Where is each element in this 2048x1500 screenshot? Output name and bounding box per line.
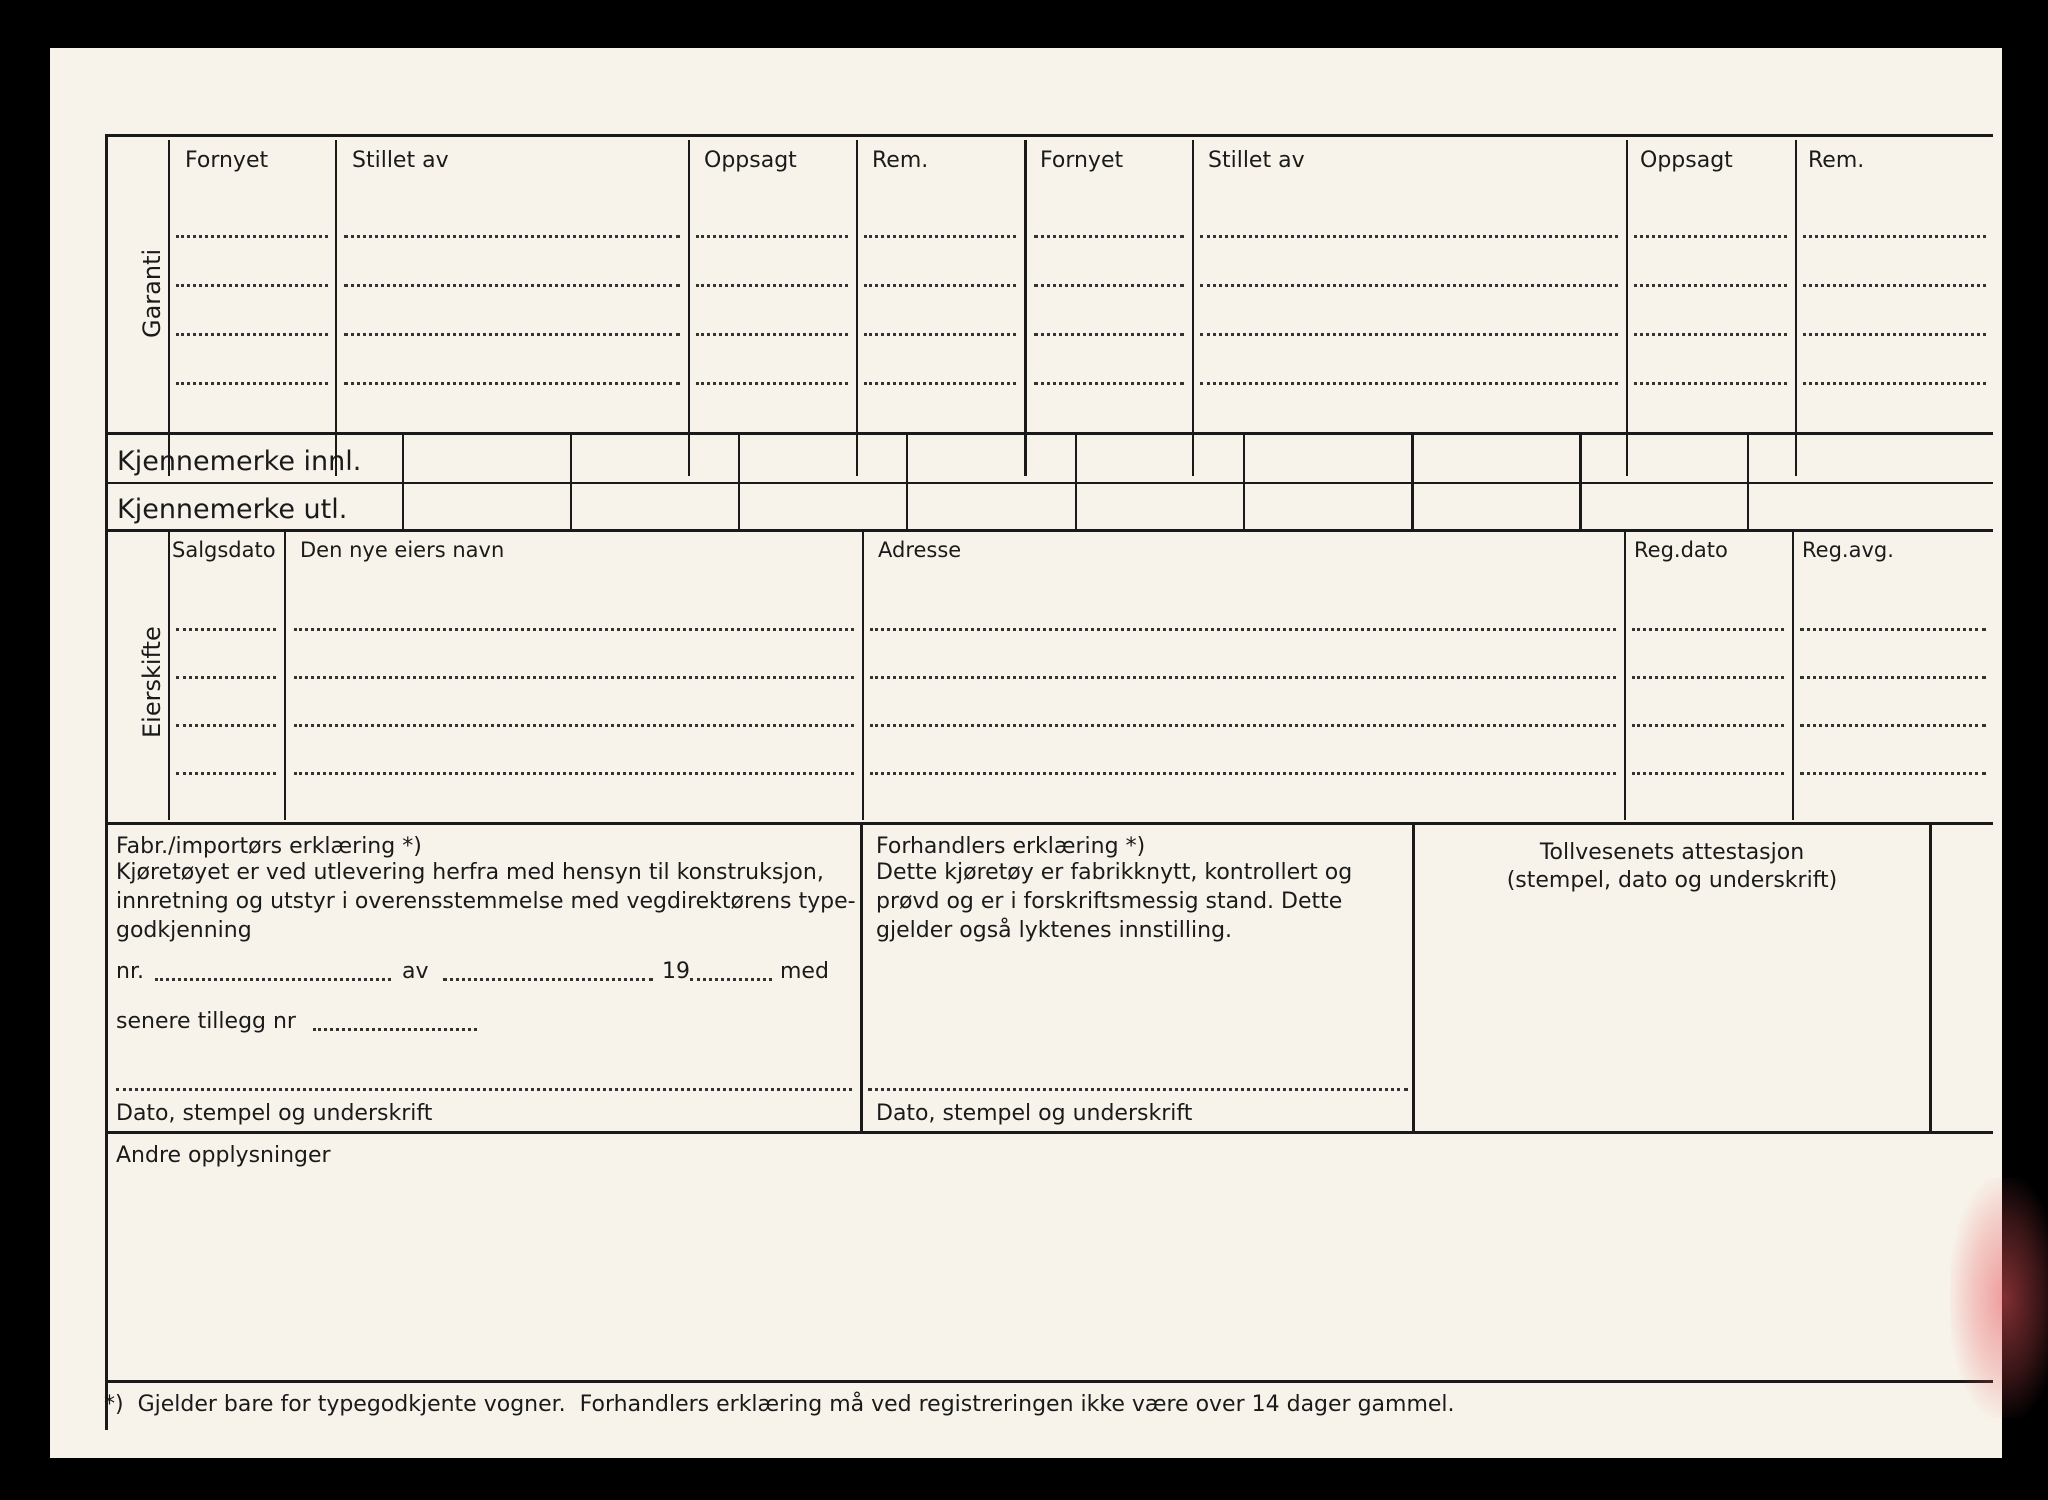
- forhandler-title: Forhandlers erklæring *): [876, 834, 1146, 859]
- declarations-bottom-rule: [105, 1131, 1993, 1134]
- kjennemerke-innl-label: Kjennemerke innl.: [117, 446, 362, 477]
- garanti-header-stillet-av-2: Stillet av: [1208, 148, 1305, 173]
- fabr-av-label: av: [402, 959, 429, 984]
- eierskifte-header-reg-dato: Reg.dato: [1634, 538, 1728, 562]
- registration-card: [50, 48, 2002, 1458]
- eierskifte-header-reg-avg: Reg.avg.: [1802, 538, 1894, 562]
- toll-title: Tollvesenets attestasjon: [1539, 840, 1805, 865]
- eierskifte-side-label: Eierskifte: [138, 626, 166, 738]
- declarations-divider-1: [860, 825, 863, 1131]
- garanti-header-oppsagt: Oppsagt: [704, 148, 797, 173]
- garanti-header-stillet-av: Stillet av: [352, 148, 449, 173]
- left-border: [105, 134, 108, 1430]
- fabr-footer: Dato, stempel og underskrift: [116, 1101, 433, 1126]
- toll-subtitle: (stempel, dato og underskrift): [1506, 868, 1838, 893]
- garanti-header-oppsagt-2: Oppsagt: [1640, 148, 1733, 173]
- fabr-title: Fabr./importørs erklæring *): [116, 834, 422, 859]
- garanti-col-divider: [335, 140, 337, 476]
- eierskifte-header-salgsdato: Salgsdato: [172, 538, 276, 562]
- fabr-signature-line[interactable]: [116, 1088, 852, 1091]
- forhandler-signature-line[interactable]: [868, 1088, 1408, 1091]
- kjennemerke-mid-rule: [105, 482, 1993, 484]
- fabr-nr-label: nr.: [116, 959, 144, 984]
- footnote: *) Gjelder bare for typegodkjente vogner. Forhandlers erklæring må ved registreringen ikke være over 14 dager gammel.: [104, 1392, 1455, 1417]
- declarations-top-rule: [105, 822, 1993, 825]
- kjennemerke-utl-label: Kjennemerke utl.: [117, 494, 348, 525]
- garanti-col-divider: [1024, 140, 1027, 476]
- fabr-senere-field[interactable]: [313, 1028, 477, 1031]
- garanti-header-fornyet-2: Fornyet: [1040, 148, 1124, 173]
- forhandler-body: Dette kjøretøy er fabrikknytt, kontrollert og prøvd og er i forskriftsmessig stand. Dette gjelder også lyktenes innstilling.: [876, 860, 1353, 943]
- fabr-senere-label: senere tillegg nr: [116, 1009, 296, 1034]
- garanti-header-fornyet: Fornyet: [185, 148, 269, 173]
- fabr-nr-field[interactable]: [155, 978, 391, 981]
- forhandler-footer: Dato, stempel og underskrift: [876, 1101, 1193, 1126]
- garanti-col-divider: [688, 140, 690, 476]
- andre-label: Andre opplysninger: [116, 1143, 331, 1168]
- garanti-side-label: Garanti: [138, 248, 166, 338]
- fabr-av-field[interactable]: [443, 978, 653, 981]
- eierskifte-header-adresse: Adresse: [878, 538, 962, 562]
- garanti-header-rem-2: Rem.: [1808, 148, 1865, 173]
- fabr-med-label: med: [780, 959, 829, 984]
- garanti-col-divider: [1795, 140, 1797, 476]
- fabr-year-field[interactable]: [690, 978, 772, 981]
- eierskifte-header-navn: Den nye eiers navn: [300, 538, 505, 562]
- fabr-year-label: 19: [662, 959, 690, 984]
- red-stain: [1950, 1178, 2048, 1418]
- garanti-header-rem: Rem.: [872, 148, 929, 173]
- kjennemerke-bottom-rule: [105, 529, 1993, 532]
- andre-bottom-rule: [105, 1380, 1993, 1383]
- garanti-col-divider: [1192, 140, 1194, 476]
- declarations-divider-2: [1412, 825, 1415, 1131]
- garanti-col-divider: [168, 140, 170, 476]
- top-border: [105, 134, 1993, 137]
- garanti-col-divider: [856, 140, 858, 476]
- fabr-body: Kjøretøyet er ved utlevering herfra med hensyn til konstruksjon, innretning og utstyr i overensstemmelse med vegdirektørens type-godkjenning: [116, 860, 856, 943]
- kjennemerke-top-rule: [105, 432, 1993, 435]
- garanti-col-divider: [1626, 140, 1628, 476]
- declarations-right-border: [1929, 825, 1932, 1131]
